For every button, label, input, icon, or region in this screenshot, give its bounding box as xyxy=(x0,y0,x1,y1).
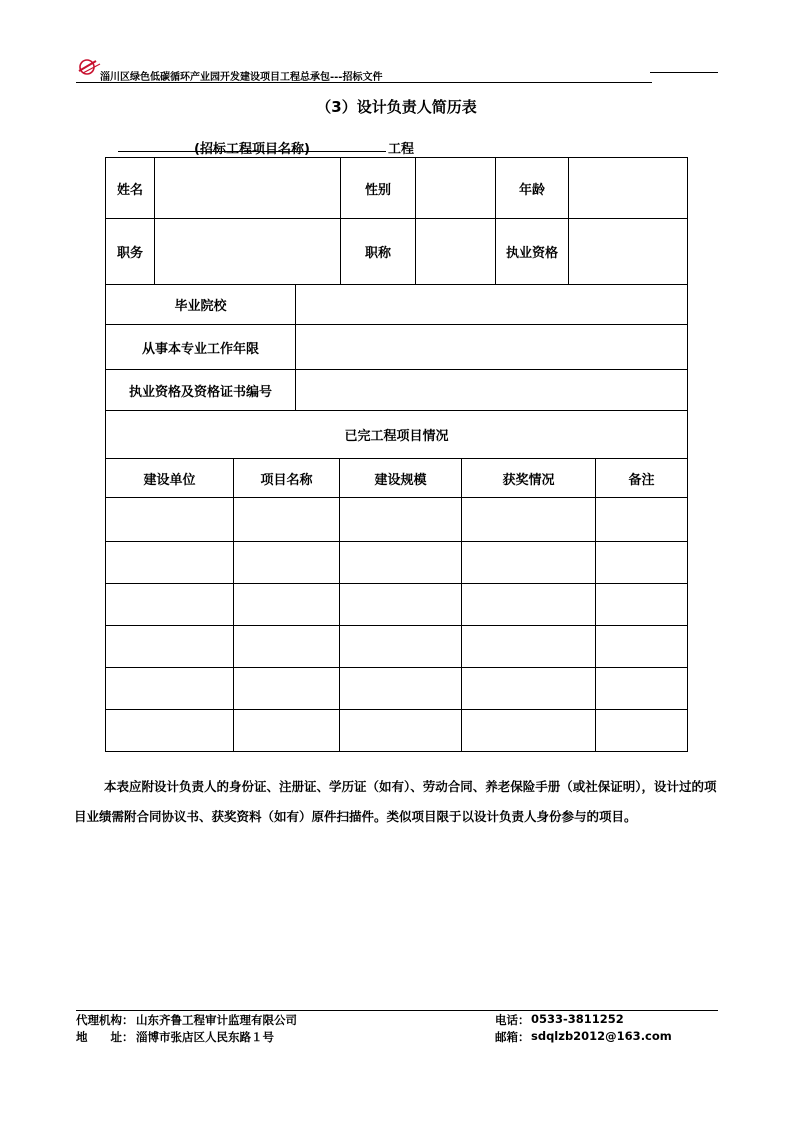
table-cell-scale[interactable] xyxy=(339,667,462,710)
column-header-awards: 获奖情况 xyxy=(461,458,596,498)
header-title: 淄川区绿色低碳循环产业园开发建设项目工程总承包---招标文件 xyxy=(100,72,383,83)
qualification-field[interactable] xyxy=(568,218,688,285)
footer-address-label: 地 址： xyxy=(76,1030,134,1044)
table-cell-awards[interactable] xyxy=(461,667,596,710)
experience-label: 从事本专业工作年限 xyxy=(105,324,296,370)
table-cell-project-name[interactable] xyxy=(233,497,340,542)
table-cell-scale[interactable] xyxy=(339,497,462,542)
footer-address-value: 淄博市张店区人民东路１号 xyxy=(136,1030,274,1044)
column-header-scale: 建设规模 xyxy=(339,458,462,498)
name-label: 姓名 xyxy=(105,157,155,219)
table-cell-remarks[interactable] xyxy=(595,667,688,710)
footer-agency-value: 山东齐鲁工程审计监理有限公司 xyxy=(136,1013,297,1027)
table-cell-remarks[interactable] xyxy=(595,497,688,542)
certificate-field[interactable] xyxy=(295,369,688,411)
position-field[interactable] xyxy=(154,218,341,285)
table-cell-awards[interactable] xyxy=(461,541,596,584)
column-header-project-name: 项目名称 xyxy=(233,458,340,498)
table-cell-construction-unit[interactable] xyxy=(105,583,234,626)
header-divider xyxy=(76,82,652,83)
table-cell-project-name[interactable] xyxy=(233,709,340,752)
completed-projects-heading: 已完工程项目情况 xyxy=(105,410,688,459)
column-header-remarks: 备注 xyxy=(595,458,688,498)
table-cell-scale[interactable] xyxy=(339,709,462,752)
footer-phone-label: 电话： xyxy=(495,1013,530,1027)
position-label: 职务 xyxy=(105,218,155,285)
title-field[interactable] xyxy=(415,218,496,285)
document-title: （3）设计负责人简历表 xyxy=(316,98,477,116)
title-label: 职称 xyxy=(340,218,416,285)
project-suffix: 工程 xyxy=(388,142,415,157)
footer-email-value: sdqlzb2012@163.com xyxy=(531,1029,672,1043)
footer-phone-value: 0533-3811252 xyxy=(531,1012,624,1026)
age-label: 年龄 xyxy=(495,157,569,219)
name-field[interactable] xyxy=(154,157,341,219)
footer-email-label: 邮箱： xyxy=(495,1030,530,1044)
table-cell-scale[interactable] xyxy=(339,625,462,668)
project-name-placeholder: (招标工程项目名称) xyxy=(194,142,310,157)
table-cell-scale[interactable] xyxy=(339,583,462,626)
table-cell-project-name[interactable] xyxy=(233,541,340,584)
note-paragraph: 本表应附设计负责人的身份证、注册证、学历证（如有）、劳动合同、养老保险手册（或社保证明），设计过的项目业绩需附合同协议书、获奖资料（如有）原件扫描件。类似项目限于以设计负责人身份参与的项目。 xyxy=(74,779,717,824)
table-cell-project-name[interactable] xyxy=(233,583,340,626)
table-cell-awards[interactable] xyxy=(461,709,596,752)
table-cell-remarks[interactable] xyxy=(595,583,688,626)
column-header-construction-unit: 建设单位 xyxy=(105,458,234,498)
table-cell-construction-unit[interactable] xyxy=(105,541,234,584)
header-divider-right xyxy=(650,72,718,73)
age-field[interactable] xyxy=(568,157,688,219)
footer-agency-label: 代理机构： xyxy=(76,1013,134,1027)
table-cell-scale[interactable] xyxy=(339,541,462,584)
table-cell-construction-unit[interactable] xyxy=(105,497,234,542)
table-cell-awards[interactable] xyxy=(461,497,596,542)
table-cell-construction-unit[interactable] xyxy=(105,709,234,752)
table-cell-awards[interactable] xyxy=(461,583,596,626)
table-cell-remarks[interactable] xyxy=(595,541,688,584)
footer-divider xyxy=(76,1010,718,1011)
experience-field[interactable] xyxy=(295,324,688,370)
qualification-label: 执业资格 xyxy=(495,218,569,285)
gender-label: 性别 xyxy=(340,157,416,219)
table-cell-construction-unit[interactable] xyxy=(105,667,234,710)
table-cell-construction-unit[interactable] xyxy=(105,625,234,668)
school-label: 毕业院校 xyxy=(105,284,296,325)
school-field[interactable] xyxy=(295,284,688,325)
table-cell-remarks[interactable] xyxy=(595,709,688,752)
table-cell-awards[interactable] xyxy=(461,625,596,668)
gender-field[interactable] xyxy=(415,157,496,219)
table-cell-remarks[interactable] xyxy=(595,625,688,668)
table-cell-project-name[interactable] xyxy=(233,625,340,668)
certificate-label: 执业资格及资格证书编号 xyxy=(105,369,296,411)
table-cell-project-name[interactable] xyxy=(233,667,340,710)
